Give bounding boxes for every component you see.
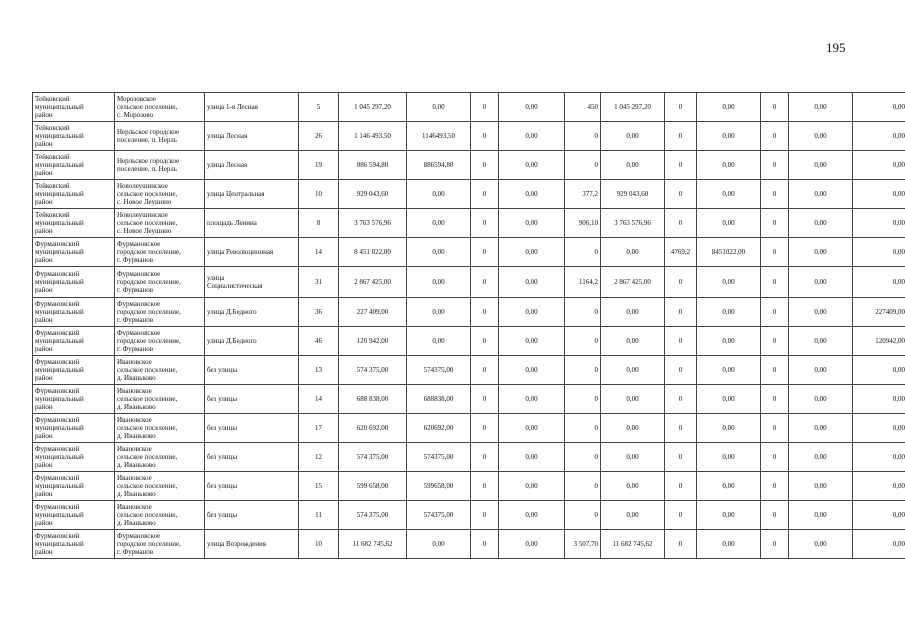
value-cell: 620692,00 <box>407 414 471 443</box>
value-cell: 0 <box>471 93 499 122</box>
value-cell: 0 <box>761 530 789 559</box>
value-cell: 0 <box>565 501 601 530</box>
street-cell: улица Лесная <box>205 122 299 151</box>
value-cell: 0,00 <box>789 414 853 443</box>
settlement-cell: Ивановское сельское поселение, д. Иваньково <box>115 472 205 501</box>
value-cell: 0,00 <box>789 298 853 327</box>
value-cell: 450 <box>565 93 601 122</box>
house-number-cell: 8 <box>299 209 339 238</box>
total-cost-cell: 1 146 493,50 <box>339 122 407 151</box>
settlement-cell: Фурмановское городское поселение, г. Фурманов <box>115 327 205 356</box>
value-cell: 0 <box>761 238 789 267</box>
value-cell: 0,00 <box>853 501 905 530</box>
value-cell: 0,00 <box>499 472 565 501</box>
value-cell: 0,00 <box>697 443 761 472</box>
total-cost-cell: 574 375,00 <box>339 356 407 385</box>
value-cell: 0 <box>665 267 697 298</box>
house-number-cell: 10 <box>299 180 339 209</box>
value-cell: 0,00 <box>697 298 761 327</box>
value-cell: 574375,00 <box>407 356 471 385</box>
table-row <box>33 151 905 180</box>
settlement-cell: Фурмановское городское поселение, г. Фурманов <box>115 267 205 298</box>
value-cell: 0 <box>665 180 697 209</box>
value-cell: 0,00 <box>407 238 471 267</box>
value-cell: 0,00 <box>601 385 665 414</box>
table-row <box>33 414 905 443</box>
value-cell: 377,2 <box>565 180 601 209</box>
value-cell: 0,00 <box>697 209 761 238</box>
value-cell: 0,00 <box>853 443 905 472</box>
value-cell: 574375,00 <box>407 501 471 530</box>
value-cell: 0,00 <box>853 151 905 180</box>
value-cell: 0,00 <box>853 356 905 385</box>
value-cell: 0,00 <box>499 327 565 356</box>
total-cost-cell: 3 763 576,96 <box>339 209 407 238</box>
value-cell: 0,00 <box>853 267 905 298</box>
street-cell: без улицы <box>205 356 299 385</box>
value-cell: 0,00 <box>853 180 905 209</box>
total-cost-cell: 574 375,00 <box>339 443 407 472</box>
district-cell: Фурмановский муниципальный район <box>33 298 115 327</box>
value-cell: 0 <box>761 209 789 238</box>
value-cell: 227409,00 <box>853 298 905 327</box>
street-cell: без улицы <box>205 472 299 501</box>
street-cell: улица Социалистическая <box>205 267 299 298</box>
settlement-cell: Ивановское сельское поселение, д. Иваньково <box>115 501 205 530</box>
total-cost-cell: 120 942,00 <box>339 327 407 356</box>
district-cell: Фурмановский муниципальный район <box>33 327 115 356</box>
total-cost-cell: 2 867 425,00 <box>339 267 407 298</box>
value-cell: 0 <box>565 385 601 414</box>
value-cell: 0 <box>565 122 601 151</box>
house-number-cell: 15 <box>299 472 339 501</box>
table-row <box>33 93 905 122</box>
value-cell: 0,00 <box>697 93 761 122</box>
value-cell: 0 <box>761 443 789 472</box>
district-cell: Фурмановский муниципальный район <box>33 267 115 298</box>
value-cell: 2 867 425,00 <box>601 267 665 298</box>
value-cell: 0,00 <box>601 327 665 356</box>
value-cell: 0,00 <box>407 93 471 122</box>
settlement-cell: Нерльское городское поселение, п. Нерль <box>115 122 205 151</box>
total-cost-cell: 8 451 022,00 <box>339 238 407 267</box>
settlement-cell: Нерльское городское поселение, п. Нерль <box>115 151 205 180</box>
value-cell: 0 <box>761 327 789 356</box>
value-cell: 0,00 <box>601 238 665 267</box>
value-cell: 8451022,00 <box>697 238 761 267</box>
street-cell: улица 1-я Лесная <box>205 93 299 122</box>
street-cell: без улицы <box>205 414 299 443</box>
total-cost-cell: 11 682 745,62 <box>339 530 407 559</box>
value-cell: 0,00 <box>789 356 853 385</box>
value-cell: 0 <box>471 209 499 238</box>
total-cost-cell: 620 692,00 <box>339 414 407 443</box>
house-number-cell: 46 <box>299 327 339 356</box>
settlement-cell: Фурмановское городское поселение, г. Фурманов <box>115 238 205 267</box>
value-cell: 599658,00 <box>407 472 471 501</box>
value-cell: 0,00 <box>601 298 665 327</box>
value-cell: 0,00 <box>601 472 665 501</box>
value-cell: 0,00 <box>499 530 565 559</box>
repair-register-table <box>32 92 905 559</box>
value-cell: 0 <box>665 414 697 443</box>
value-cell: 0 <box>471 530 499 559</box>
house-number-cell: 26 <box>299 122 339 151</box>
value-cell: 0 <box>471 267 499 298</box>
table-row <box>33 472 905 501</box>
value-cell: 0 <box>761 356 789 385</box>
page-number: 195 <box>826 40 846 55</box>
value-cell: 0,00 <box>697 385 761 414</box>
value-cell: 0,00 <box>697 327 761 356</box>
value-cell: 929 043,60 <box>601 180 665 209</box>
district-cell: Тейковский муниципальный район <box>33 151 115 180</box>
value-cell: 0 <box>471 327 499 356</box>
value-cell: 0 <box>471 414 499 443</box>
total-cost-cell: 688 838,00 <box>339 385 407 414</box>
total-cost-cell: 929 043,60 <box>339 180 407 209</box>
value-cell: 0 <box>761 122 789 151</box>
value-cell: 0 <box>665 501 697 530</box>
district-cell: Фурмановский муниципальный район <box>33 385 115 414</box>
house-number-cell: 31 <box>299 267 339 298</box>
district-cell: Фурмановский муниципальный район <box>33 443 115 472</box>
value-cell: 0 <box>665 385 697 414</box>
value-cell: 0,00 <box>789 93 853 122</box>
table-row <box>33 327 905 356</box>
value-cell: 0 <box>565 414 601 443</box>
value-cell: 0,00 <box>697 122 761 151</box>
value-cell: 0 <box>471 180 499 209</box>
value-cell: 0 <box>471 472 499 501</box>
value-cell: 0 <box>565 327 601 356</box>
value-cell: 0,00 <box>407 298 471 327</box>
value-cell: 0,00 <box>499 385 565 414</box>
house-number-cell: 10 <box>299 530 339 559</box>
value-cell: 0 <box>761 298 789 327</box>
table-row <box>33 180 905 209</box>
value-cell: 0,00 <box>499 356 565 385</box>
value-cell: 0,00 <box>789 238 853 267</box>
value-cell: 0 <box>665 356 697 385</box>
value-cell: 0 <box>761 414 789 443</box>
value-cell: 0,00 <box>789 501 853 530</box>
value-cell: 0,00 <box>853 93 905 122</box>
total-cost-cell: 1 045 297,20 <box>339 93 407 122</box>
value-cell: 0 <box>761 472 789 501</box>
value-cell: 0 <box>471 501 499 530</box>
street-cell: улица Революционная <box>205 238 299 267</box>
value-cell: 0 <box>471 356 499 385</box>
house-number-cell: 14 <box>299 385 339 414</box>
house-number-cell: 11 <box>299 501 339 530</box>
value-cell: 0,00 <box>789 122 853 151</box>
value-cell: 0,00 <box>601 122 665 151</box>
settlement-cell: Фурмановское городское поселение, г. Фурманов <box>115 530 205 559</box>
value-cell: 0,00 <box>499 209 565 238</box>
value-cell: 0 <box>565 298 601 327</box>
district-cell: Фурмановский муниципальный район <box>33 501 115 530</box>
value-cell: 0 <box>565 356 601 385</box>
house-number-cell: 17 <box>299 414 339 443</box>
value-cell: 0,00 <box>789 209 853 238</box>
table-row <box>33 267 905 298</box>
settlement-cell: Новолеушинское сельское поселение, с. Новое Леушино <box>115 209 205 238</box>
value-cell: 0,00 <box>601 356 665 385</box>
district-cell: Фурмановский муниципальный район <box>33 472 115 501</box>
value-cell: 0,00 <box>407 180 471 209</box>
value-cell: 0,00 <box>853 122 905 151</box>
settlement-cell: Ивановское сельское поселение, д. Иваньково <box>115 356 205 385</box>
value-cell: 0 <box>471 385 499 414</box>
settlement-cell: Новолеушинское сельское поселение, с. Новое Леушино <box>115 180 205 209</box>
district-cell: Тейковский муниципальный район <box>33 122 115 151</box>
value-cell: 0 <box>665 151 697 180</box>
value-cell: 0 <box>665 443 697 472</box>
house-number-cell: 19 <box>299 151 339 180</box>
settlement-cell: Ивановское сельское поселение, д. Иваньково <box>115 443 205 472</box>
street-cell: улица Д.Бедного <box>205 298 299 327</box>
value-cell: 0 <box>665 472 697 501</box>
value-cell: 0,00 <box>499 267 565 298</box>
settlement-cell: Ивановское сельское поселение, д. Иваньково <box>115 414 205 443</box>
value-cell: 4769,2 <box>665 238 697 267</box>
district-cell: Фурмановский муниципальный район <box>33 414 115 443</box>
district-cell: Фурмановский муниципальный район <box>33 238 115 267</box>
value-cell: 0 <box>665 298 697 327</box>
value-cell: 0 <box>665 209 697 238</box>
street-cell: без улицы <box>205 385 299 414</box>
house-number-cell: 14 <box>299 238 339 267</box>
value-cell: 0,00 <box>853 414 905 443</box>
value-cell: 0,00 <box>499 151 565 180</box>
value-cell: 0,00 <box>407 267 471 298</box>
value-cell: 0 <box>665 530 697 559</box>
value-cell: 0,00 <box>789 327 853 356</box>
street-cell: без улицы <box>205 443 299 472</box>
value-cell: 0 <box>665 93 697 122</box>
house-number-cell: 13 <box>299 356 339 385</box>
value-cell: 906,10 <box>565 209 601 238</box>
value-cell: 120942,00 <box>853 327 905 356</box>
table-row <box>33 238 905 267</box>
district-cell: Тейковский муниципальный район <box>33 180 115 209</box>
value-cell: 0 <box>565 151 601 180</box>
value-cell: 0,00 <box>853 472 905 501</box>
street-cell: улица Д.Бедного <box>205 327 299 356</box>
value-cell: 0,00 <box>499 93 565 122</box>
value-cell: 886594,80 <box>407 151 471 180</box>
table-row <box>33 385 905 414</box>
value-cell: 0 <box>665 327 697 356</box>
table-row <box>33 530 905 559</box>
district-cell: Тейковский муниципальный район <box>33 93 115 122</box>
table-row <box>33 443 905 472</box>
value-cell: 0,00 <box>789 530 853 559</box>
street-cell: улица Возрождения <box>205 530 299 559</box>
value-cell: 0,00 <box>697 267 761 298</box>
value-cell: 11 682 745,62 <box>601 530 665 559</box>
value-cell: 0,00 <box>499 298 565 327</box>
value-cell: 3 763 576,96 <box>601 209 665 238</box>
value-cell: 0,00 <box>697 414 761 443</box>
value-cell: 0,00 <box>853 209 905 238</box>
table-row <box>33 122 905 151</box>
street-cell: без улицы <box>205 501 299 530</box>
value-cell: 0,00 <box>697 501 761 530</box>
value-cell: 0 <box>471 298 499 327</box>
value-cell: 0,00 <box>407 327 471 356</box>
value-cell: 0 <box>761 180 789 209</box>
value-cell: 0,00 <box>407 530 471 559</box>
value-cell: 0,00 <box>789 180 853 209</box>
table-row <box>33 501 905 530</box>
value-cell: 0,00 <box>697 356 761 385</box>
value-cell: 0,00 <box>789 267 853 298</box>
value-cell: 0,00 <box>499 238 565 267</box>
district-cell: Фурмановский муниципальный район <box>33 530 115 559</box>
value-cell: 0,00 <box>789 151 853 180</box>
value-cell: 0,00 <box>601 151 665 180</box>
value-cell: 1164,2 <box>565 267 601 298</box>
district-cell: Тейковский муниципальный район <box>33 209 115 238</box>
value-cell: 0 <box>761 267 789 298</box>
value-cell: 0 <box>471 151 499 180</box>
total-cost-cell: 886 594,80 <box>339 151 407 180</box>
total-cost-cell: 599 658,00 <box>339 472 407 501</box>
value-cell: 1146493,50 <box>407 122 471 151</box>
value-cell: 0,00 <box>499 180 565 209</box>
value-cell: 0 <box>761 151 789 180</box>
value-cell: 0 <box>565 472 601 501</box>
value-cell: 0 <box>761 385 789 414</box>
settlement-cell: Ивановское сельское поселение, д. Иваньково <box>115 385 205 414</box>
value-cell: 0,00 <box>499 414 565 443</box>
value-cell: 0,00 <box>697 472 761 501</box>
value-cell: 0,00 <box>697 530 761 559</box>
value-cell: 0,00 <box>853 385 905 414</box>
value-cell: 0,00 <box>499 501 565 530</box>
house-number-cell: 5 <box>299 93 339 122</box>
value-cell: 0,00 <box>697 180 761 209</box>
value-cell: 0 <box>565 238 601 267</box>
value-cell: 0 <box>471 443 499 472</box>
settlement-cell: Морозовское сельское поселение, с. Морозово <box>115 93 205 122</box>
value-cell: 0 <box>471 122 499 151</box>
settlement-cell: Фурмановское городское поселение, г. Фурманов <box>115 298 205 327</box>
value-cell: 0 <box>665 122 697 151</box>
value-cell: 0,00 <box>601 443 665 472</box>
value-cell: 0,00 <box>853 238 905 267</box>
value-cell: 0 <box>761 501 789 530</box>
value-cell: 0,00 <box>499 443 565 472</box>
value-cell: 0,00 <box>789 472 853 501</box>
value-cell: 3 507,70 <box>565 530 601 559</box>
total-cost-cell: 574 375,00 <box>339 501 407 530</box>
table-row <box>33 298 905 327</box>
value-cell: 0 <box>565 443 601 472</box>
district-cell: Фурмановский муниципальный район <box>33 356 115 385</box>
total-cost-cell: 227 409,00 <box>339 298 407 327</box>
value-cell: 0,00 <box>407 209 471 238</box>
house-number-cell: 36 <box>299 298 339 327</box>
value-cell: 0 <box>761 93 789 122</box>
table-row <box>33 356 905 385</box>
street-cell: площадь Ленина <box>205 209 299 238</box>
value-cell: 0,00 <box>789 385 853 414</box>
house-number-cell: 12 <box>299 443 339 472</box>
street-cell: улица Лесная <box>205 151 299 180</box>
value-cell: 0,00 <box>601 414 665 443</box>
value-cell: 0,00 <box>697 151 761 180</box>
value-cell: 0,00 <box>601 501 665 530</box>
value-cell: 1 045 297,20 <box>601 93 665 122</box>
value-cell: 0 <box>471 238 499 267</box>
value-cell: 574375,00 <box>407 443 471 472</box>
value-cell: 0,00 <box>789 443 853 472</box>
value-cell: 688838,00 <box>407 385 471 414</box>
table-row <box>33 209 905 238</box>
value-cell: 0,00 <box>853 530 905 559</box>
value-cell: 0,00 <box>499 122 565 151</box>
street-cell: улица Центральная <box>205 180 299 209</box>
